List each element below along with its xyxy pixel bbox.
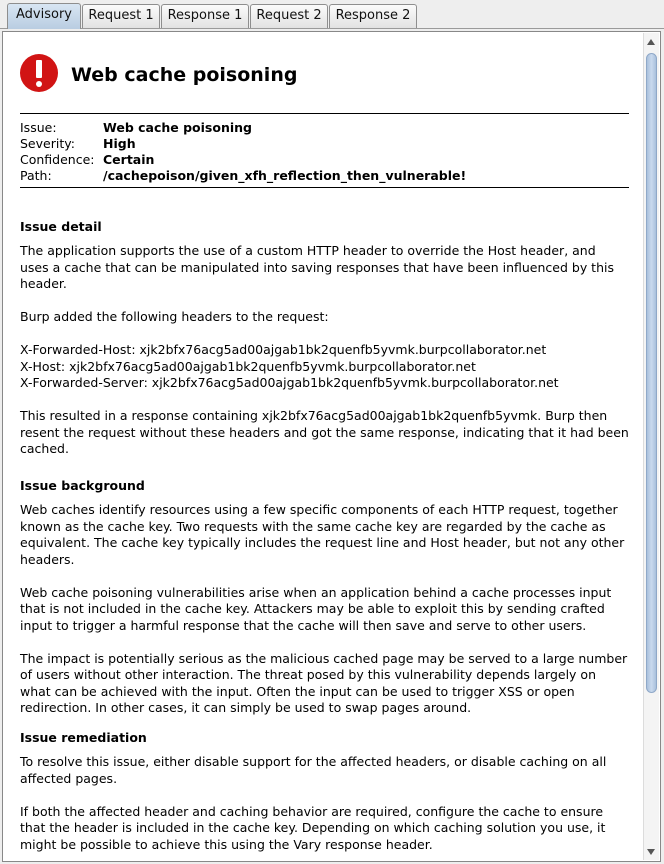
advisory-title: Web cache poisoning xyxy=(71,64,298,86)
text-line: what can be achieved with the input. Often the input can be used to trigger XSS or open xyxy=(20,683,575,699)
text-line xyxy=(20,293,629,310)
issue-metadata xyxy=(20,120,466,184)
meta-key: Path: xyxy=(20,168,52,183)
text-line xyxy=(20,326,629,343)
meta-row-issue xyxy=(20,120,466,136)
text-line: This resulted in a response containing xjk2bfx76acg5ad00ajgab1bk2quenfb5yvmk. Burp then xyxy=(20,408,608,423)
text-line: Web cache poisoning vulnerabilities arise when an application behind a cache processes input xyxy=(20,584,612,600)
tab-request-1[interactable]: Request 1 xyxy=(82,4,160,28)
meta-key: Confidence: xyxy=(20,152,95,167)
text-line: of users without other interaction. The threat posed by this vulnerability depends largely on xyxy=(20,667,596,682)
text-line: X-Forwarded-Host: xjk2bfx76acg5ad00ajgab1bk2quenfb5yvmk.burpcollaborator.net xyxy=(20,342,547,357)
text-line: uses a cache that can be manipulated into saving responses that have been influenced by this xyxy=(20,259,614,275)
text-line: input to trigger a harmful response that the cache will then save and serve to other users. xyxy=(20,617,587,633)
meta-key: Issue: xyxy=(20,120,57,135)
issue-detail-text xyxy=(20,243,629,458)
text-line: Burp added the following headers to the request: xyxy=(20,309,329,324)
text-line: X-Forwarded-Server: xjk2bfx76acg5ad00ajgab1bk2quenfb5yvmk.burpcollaborator.net xyxy=(20,375,559,390)
meta-row-confidence xyxy=(20,152,466,168)
text-line: redirection. In other cases, it can simply be used to swap pages around. xyxy=(20,700,472,715)
text-line: that the header is included in the cache key. Depending on which caching solution you use, it xyxy=(20,820,606,835)
text-line: To resolve this issue, either disable support for the affected headers, or disable caching on all xyxy=(20,754,607,769)
text-line: X-Host: xjk2bfx76acg5ad00ajgab1bk2quenfb5yvmk.burpcollaborator.net xyxy=(20,358,476,374)
advisory-panel xyxy=(2,31,661,862)
text-line: that is not included in the cache key. Attackers may be able to exploit this by sending crafted xyxy=(20,601,605,616)
text-line xyxy=(20,392,629,409)
text-line: known as the cache key. Two requests with the same cache key are regarded by the cache as xyxy=(20,518,606,534)
divider xyxy=(20,187,629,188)
text-line: affected pages. xyxy=(20,770,118,786)
text-line: Web caches identify resources using a few specific components of each HTTP request, together xyxy=(20,502,618,517)
text-line xyxy=(20,634,627,651)
text-line: The impact is potentially serious as the malicious cached page may be served to a large number xyxy=(20,650,628,666)
text-line: equivalent. The cache key typically includes the request line and Host header, but not any other xyxy=(20,535,625,550)
tab-request-2[interactable]: Request 2 xyxy=(250,4,328,28)
scroll-down-icon[interactable] xyxy=(647,849,655,855)
text-line: cached. xyxy=(20,441,69,456)
issue-remediation-heading: Issue remediation xyxy=(20,730,147,745)
meta-row-path xyxy=(20,168,466,184)
vertical-scrollbar[interactable] xyxy=(643,33,659,860)
issue-background-text xyxy=(20,502,627,717)
text-line: header. xyxy=(20,276,67,291)
tab-response-2[interactable]: Response 2 xyxy=(329,4,417,28)
text-line: resent the request without these headers and got the same response, indicating that it had been xyxy=(20,424,629,440)
issue-detail-heading: Issue detail xyxy=(20,219,102,234)
issue-remediation-text xyxy=(20,754,606,853)
meta-value: /cachepoison/given_xfh_reflection_then_vulnerable! xyxy=(103,168,467,183)
meta-value: Web cache poisoning xyxy=(103,120,252,135)
text-line xyxy=(20,568,627,585)
text-line: headers. xyxy=(20,551,75,567)
issue-background-heading: Issue background xyxy=(20,478,145,493)
divider xyxy=(20,113,629,114)
meta-key: Severity: xyxy=(20,136,75,151)
text-line xyxy=(20,787,606,804)
text-line: might be possible to achieve this using the Vary response header. xyxy=(20,836,433,852)
tab-bar xyxy=(0,0,664,29)
text-line: If both the affected header and caching behavior are required, configure the cache to ensure xyxy=(20,803,604,819)
scroll-up-icon[interactable] xyxy=(647,39,655,45)
meta-value: High xyxy=(103,136,136,151)
meta-row-severity xyxy=(20,136,466,152)
text-line: The application supports the use of a custom HTTP header to override the Host header, and xyxy=(20,243,596,258)
scroll-thumb[interactable] xyxy=(646,53,657,693)
error-exclamation-icon xyxy=(20,54,58,92)
meta-value: Certain xyxy=(103,152,155,167)
tab-response-1[interactable]: Response 1 xyxy=(161,4,249,28)
tab-advisory[interactable]: Advisory xyxy=(7,3,81,29)
